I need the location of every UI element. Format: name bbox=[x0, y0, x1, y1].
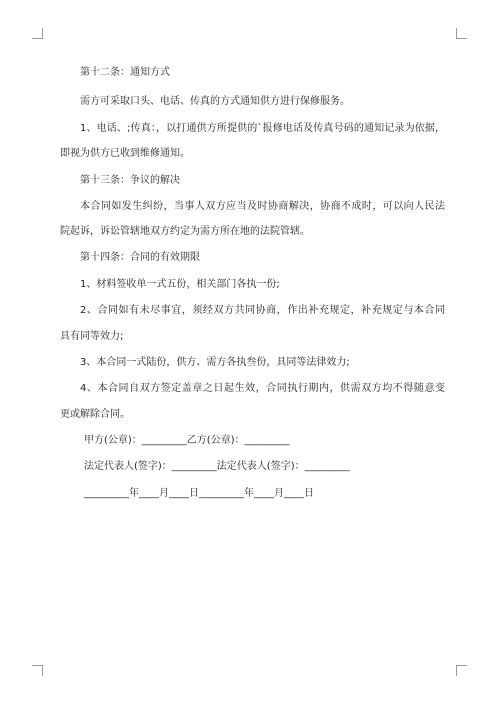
article-14-item-3: 3、本合同一式陆份，供方、需方各执叁份，具同等法律效力; bbox=[80, 357, 350, 368]
crop-mark-top-right bbox=[456, 28, 467, 39]
article-12-paragraph-2-line-2: 即视为供方已收到维修通知。 bbox=[60, 148, 190, 159]
article-14-item-4-line-1: 4、本合同自双方签定盖章之日起生效，合同执行期内，供需双方均不得随意变 bbox=[80, 383, 445, 394]
article-14-item-4-line-2: 更或解除合同。 bbox=[60, 409, 130, 420]
article-14-item-1: 1、材料签收单一式五份，相关部门各执一份; bbox=[80, 279, 280, 290]
article-14-title: 第十四条：合同的有效期限 bbox=[80, 252, 200, 263]
article-13-paragraph-line-2: 院起诉，诉讼管辖地双方约定为需方所在地的法院管辖。 bbox=[60, 226, 310, 237]
article-13-title: 第十三条：争议的解决 bbox=[80, 175, 180, 186]
signature-representatives-line: 法定代表人(签字)：_________法定代表人(签字)：_________ bbox=[84, 461, 350, 472]
article-14-item-2-line-1: 2、合同如有未尽事宜，须经双方共同协商，作出补充规定，补充规定与本合同 bbox=[80, 305, 445, 316]
article-12-title: 第十二条：通知方式 bbox=[80, 67, 170, 78]
crop-mark-bottom-left bbox=[32, 665, 43, 676]
crop-mark-top-left bbox=[32, 28, 43, 39]
crop-mark-bottom-right bbox=[456, 665, 467, 676]
article-13-paragraph-line-1: 本合同如发生纠纷，当事人双方应当及时协商解决，协商不成时，可以向人民法 bbox=[80, 201, 445, 212]
article-14-item-2-line-2: 具有同等效力; bbox=[60, 331, 124, 342]
article-12-paragraph-1: 需方可采取口头、电话、传真的方式通知供方进行保修服务。 bbox=[80, 96, 350, 107]
signature-dates-line: _________年____月____日_________年____月____日 bbox=[84, 488, 314, 499]
article-12-paragraph-2-line-1: 1、电话、;传真：，以打通供方所提供的`报修电话及传真号码的通知记录为依据， bbox=[80, 123, 445, 134]
signature-parties-line: 甲方(公章)：_________乙方(公章)：_________ bbox=[84, 435, 290, 446]
